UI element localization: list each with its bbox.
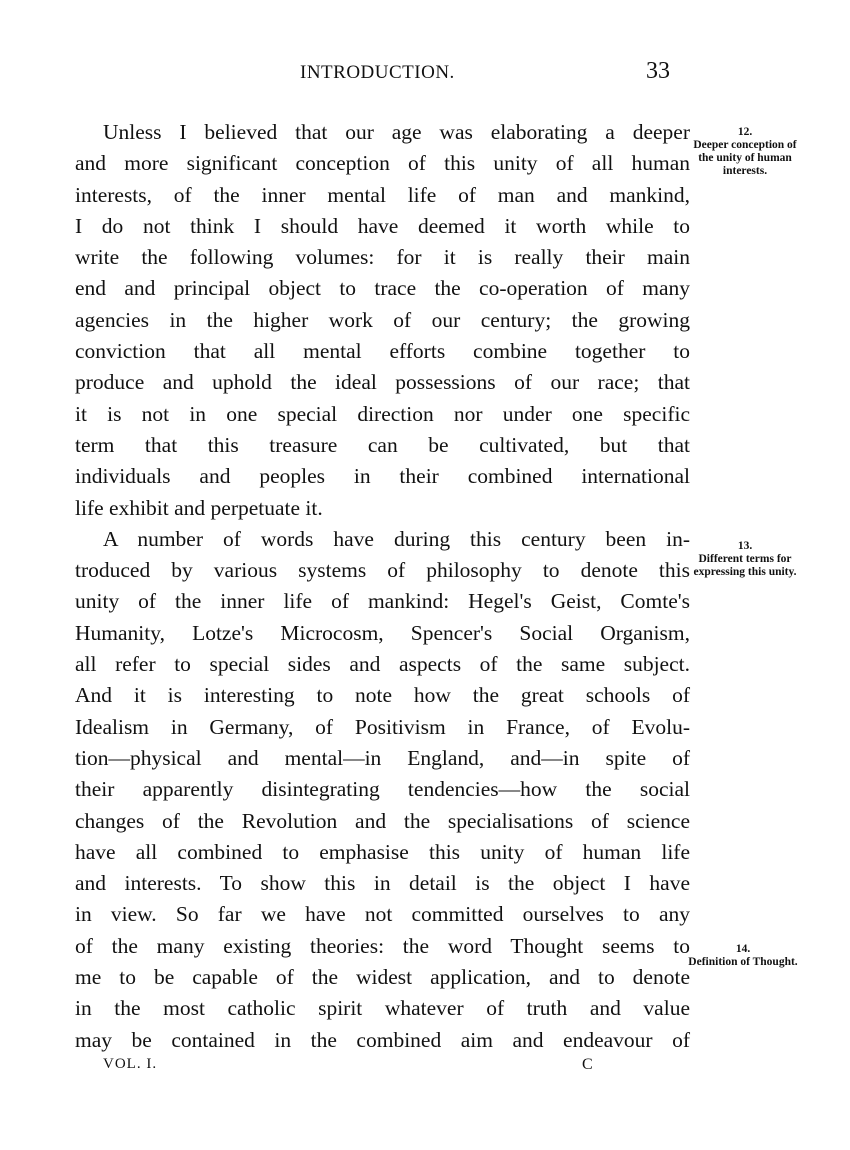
text-line: unity of the inner life of mankind: Hegel's Geist, Comte's bbox=[75, 589, 690, 614]
sidenote-text: Different terms for expressing this unity. bbox=[693, 553, 797, 578]
text-line: conviction that all mental efforts combine together to bbox=[75, 339, 690, 364]
sidenote-12 bbox=[690, 126, 800, 178]
text-line: A number of words have during this century been in- bbox=[103, 526, 690, 551]
text-line: in view. So far we have not committed ourselves to any bbox=[75, 902, 690, 927]
text-line: individuals and peoples in their combined international bbox=[75, 464, 690, 489]
body-text bbox=[75, 117, 690, 1056]
text-line: may be contained in the combined aim and endeavour of bbox=[75, 1027, 690, 1052]
text-line: all refer to special sides and aspects of the same subject. bbox=[75, 652, 690, 677]
sidenote-number: 14. bbox=[735, 943, 751, 955]
sidenote-number: 13. bbox=[737, 540, 753, 552]
page-number: 33 bbox=[646, 58, 670, 84]
text-line: troduced by various systems of philosophy to denote this bbox=[75, 558, 690, 583]
text-line: it is not in one special direction nor under one specific bbox=[75, 401, 690, 426]
running-title: INTRODUCTION. bbox=[300, 62, 455, 83]
text-line: write the following volumes: for it is really their main bbox=[75, 245, 690, 270]
text-line: in the most catholic spirit whatever of truth and value bbox=[75, 996, 690, 1021]
text-line: And it is interesting to note how the great schools of bbox=[75, 683, 690, 708]
text-line: and more significant conception of this unity of all human bbox=[75, 151, 690, 176]
signature-mark: C bbox=[582, 1056, 593, 1073]
text-line: end and principal object to trace the co-operation of many bbox=[75, 276, 690, 301]
sidenote-number: 12. bbox=[737, 126, 753, 138]
sidenote-14 bbox=[688, 943, 798, 969]
text-line: changes of the Revolution and the specialisations of science bbox=[75, 808, 690, 833]
sidenote-13 bbox=[690, 540, 800, 579]
sidenote-text: Definition of Thought. bbox=[688, 956, 798, 968]
sidenote-text: Deeper conception of the unity of human interests. bbox=[693, 139, 797, 177]
text-line: tion—physical and mental—in England, and—in spite of bbox=[75, 745, 690, 770]
text-line: Unless I believed that our age was elaborating a deeper bbox=[103, 120, 690, 144]
text-line: I do not think I should have deemed it worth while to bbox=[75, 213, 690, 238]
text-line: and interests. To show this in detail is the object I have bbox=[75, 871, 690, 896]
text-line: Humanity, Lotze's Microcosm, Spencer's Social Organism, bbox=[75, 620, 690, 645]
text-line: have all combined to emphasise this unity of human life bbox=[75, 839, 690, 864]
text-line: term that this treasure can be cultivated, but that bbox=[75, 432, 690, 457]
volume-mark: VOL. I. bbox=[103, 1056, 158, 1072]
text-line: life exhibit and perpetuate it. bbox=[75, 495, 323, 520]
text-line: interests, of the inner mental life of man and mankind, bbox=[75, 182, 690, 207]
text-line: of the many existing theories: the word Thought seems to bbox=[75, 933, 690, 958]
text-line: agencies in the higher work of our century; the growing bbox=[75, 307, 690, 332]
text-line: me to be capable of the widest application, and to denote bbox=[75, 965, 690, 990]
text-line: produce and uphold the ideal possessions of our race; that bbox=[75, 370, 690, 395]
text-line: their apparently disintegrating tendencies—how the social bbox=[75, 777, 690, 802]
text-line: Idealism in Germany, of Positivism in France, of Evolu- bbox=[75, 714, 690, 739]
